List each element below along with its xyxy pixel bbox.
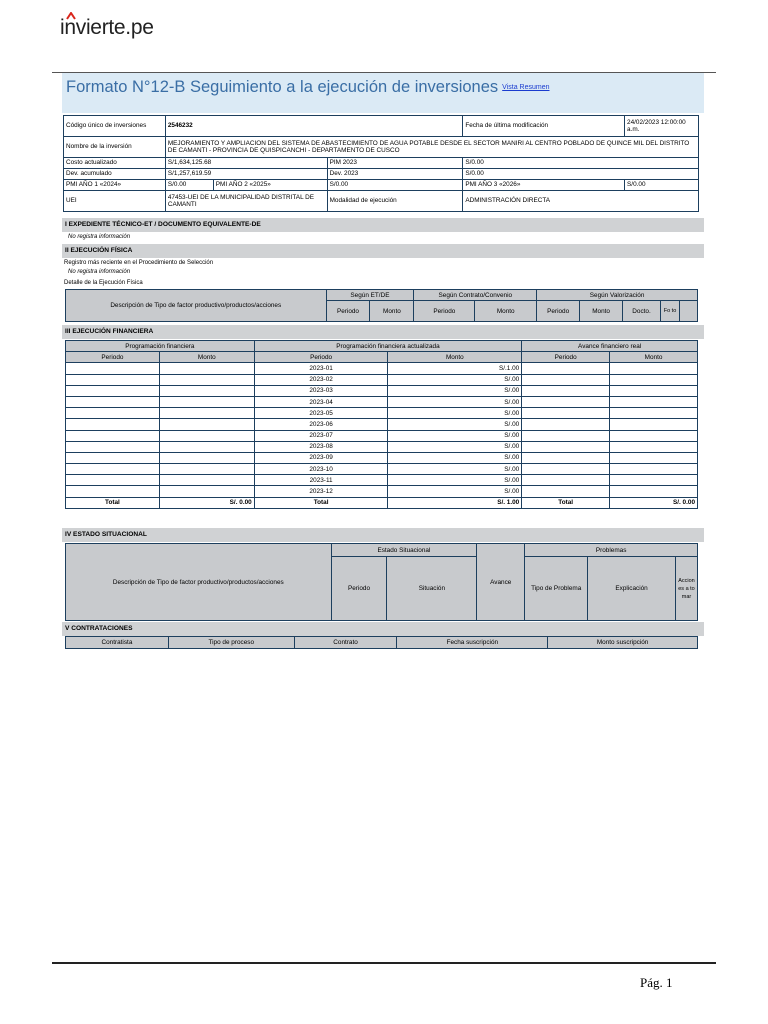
invierte-logo	[60, 16, 154, 40]
val-monto-header: Monto	[580, 301, 623, 322]
act-periodo-cell: 2023-03	[254, 385, 388, 396]
prog-monto-cell	[159, 486, 254, 497]
act-periodo-cell: 2023-05	[254, 408, 388, 419]
et-monto-header: Monto	[370, 301, 414, 322]
contratista-header: Contratista	[66, 637, 169, 649]
pmi1-label: PMI AÑO 1 «2024»	[64, 180, 166, 191]
estado-periodo-header: Periodo	[331, 557, 387, 621]
table-row	[66, 430, 698, 441]
nombre-value: MEJORAMIENTO Y AMPLIACION DEL SISTEMA DE ABASTECIMIENTO DE AGUA POTABLE DESDE EL SECTOR MANIRI AL CENTRO POBLADO DE QUINCE MIL DEL DISTRITO DE CAMANTI - PROVINCIA DE QUISPICANCHI - DEPARTAMENTO DE CUSCO	[165, 137, 698, 158]
val-foto-header: Fo to	[661, 301, 680, 322]
total-label-2: Total	[254, 497, 388, 508]
acciones-header: Acciones a tomar	[676, 557, 698, 621]
prog-periodo-cell	[66, 464, 160, 475]
real-monto-cell	[610, 385, 698, 396]
total-label-3: Total	[522, 497, 610, 508]
real-periodo-cell	[522, 408, 610, 419]
real-monto-cell	[610, 441, 698, 452]
prog-monto-cell	[159, 430, 254, 441]
estado-desc-header: Descripción de Tipo de factor productivo/productos/acciones	[66, 544, 332, 621]
pmi2-value: S/0.00	[327, 180, 463, 191]
et-periodo-header: Periodo	[326, 301, 370, 322]
total-avance: S/. 0.00	[610, 497, 698, 508]
dev-label: Dev. 2023	[327, 169, 463, 180]
act-monto-cell: S/.00	[388, 408, 522, 419]
prog-monto-cell	[159, 408, 254, 419]
prog-periodo-cell	[66, 363, 160, 374]
section-estado-situacional-header: IV ESTADO SITUACIONAL	[62, 528, 704, 542]
real-monto-cell	[610, 419, 698, 430]
act-monto-cell: S/.00	[388, 419, 522, 430]
prog-monto-cell	[159, 363, 254, 374]
codigo-value: 2546232	[165, 116, 462, 137]
dev-acum-value: S/1,257,619.59	[165, 169, 327, 180]
prog-actualizada-header: Programación financiera actualizada	[254, 341, 522, 352]
act-periodo-cell: 2023-07	[254, 430, 388, 441]
real-monto-cell	[610, 486, 698, 497]
table-row	[66, 452, 698, 463]
prog-periodo-cell	[66, 475, 160, 486]
val-docto-header: Docto.	[623, 301, 661, 322]
prog-monto-cell	[159, 441, 254, 452]
real-periodo-cell	[522, 419, 610, 430]
real-periodo-cell	[522, 430, 610, 441]
act-monto-cell: S/.00	[388, 441, 522, 452]
dev-acum-label: Dev. acumulado	[64, 169, 166, 180]
avance-real-header: Avance financiero real	[522, 341, 698, 352]
modalidad-value: ADMINISTRACIÓN DIRECTA	[463, 191, 699, 212]
segun-valorizacion-header: Según Valorización	[537, 290, 698, 301]
prog-financiera-header: Programación financiera	[66, 341, 255, 352]
total-prog: S/. 0.00	[159, 497, 254, 508]
val-periodo-header: Periodo	[537, 301, 580, 322]
title-bar	[62, 73, 704, 113]
fecha-value: 24/02/2023 12:00:00 a.m.	[625, 116, 699, 137]
segun-contrato-header: Según Contrato/Convenio	[414, 290, 537, 301]
fisica-desc-header: Descripción de Tipo de factor productivo/productos/acciones	[66, 290, 327, 322]
act-periodo-cell: 2023-01	[254, 363, 388, 374]
act-monto-cell: S/.00	[388, 452, 522, 463]
prog-periodo-cell	[66, 430, 160, 441]
real-periodo-cell	[522, 385, 610, 396]
real-monto-cell	[610, 363, 698, 374]
act-monto-cell: S/.00	[388, 464, 522, 475]
page-number: Pág. 1	[640, 975, 673, 990]
section-contrataciones-header: V CONTRATACIONES	[62, 622, 704, 636]
explicacion-header: Explicación	[588, 557, 676, 621]
fecha-label: Fecha de última modificación	[463, 116, 625, 137]
costo-label: Costo actualizado	[64, 158, 166, 169]
real-periodo-cell	[522, 452, 610, 463]
act-periodo-cell: 2023-06	[254, 419, 388, 430]
real-periodo-cell	[522, 441, 610, 452]
act-periodo-header: Periodo	[254, 352, 388, 363]
table-row	[66, 475, 698, 486]
logo-accent-icon	[66, 12, 76, 20]
prog-periodo-header: Periodo	[66, 352, 160, 363]
real-monto-header: Monto	[610, 352, 698, 363]
tipo-proceso-header: Tipo de proceso	[168, 637, 294, 649]
table-row	[66, 363, 698, 374]
nombre-label: Nombre de la inversión	[64, 137, 166, 158]
real-periodo-cell	[522, 396, 610, 407]
ejecucion-fisica-table	[65, 289, 698, 322]
real-monto-cell	[610, 396, 698, 407]
act-monto-cell: S/.00	[388, 385, 522, 396]
pmi1-value: S/0.00	[165, 180, 213, 191]
prog-periodo-cell	[66, 452, 160, 463]
costo-value: S/1,634,125.68	[165, 158, 327, 169]
section-ejecucion-fisica-header: II EJECUCIÓN FÍSICA	[62, 244, 704, 258]
uei-value: 47453-UEI DE LA MUNICIPALIDAD DISTRITAL DE CAMANTI	[165, 191, 327, 212]
vista-resumen-link[interactable]: Vista Resumen	[502, 84, 550, 92]
logo-text: invierte.pe	[60, 16, 154, 39]
monto-suscripcion-header: Monto suscripción	[548, 637, 698, 649]
table-row	[66, 408, 698, 419]
contrato-monto-header: Monto	[475, 301, 537, 322]
pim-value: S/0.00	[463, 158, 699, 169]
prog-monto-header: Monto	[159, 352, 254, 363]
pmi3-value: S/0.00	[625, 180, 699, 191]
real-periodo-header: Periodo	[522, 352, 610, 363]
act-periodo-cell: 2023-04	[254, 396, 388, 407]
prog-monto-cell	[159, 385, 254, 396]
act-periodo-cell: 2023-12	[254, 486, 388, 497]
investment-info-table	[63, 115, 699, 212]
contrato-header: Contrato	[294, 637, 397, 649]
detalle-text: Detalle de la Ejecución Física	[64, 280, 143, 286]
real-monto-cell	[610, 408, 698, 419]
table-row	[66, 396, 698, 407]
act-periodo-cell: 2023-08	[254, 441, 388, 452]
real-monto-cell	[610, 374, 698, 385]
act-monto-cell: S/.00	[388, 486, 522, 497]
prog-periodo-cell	[66, 419, 160, 430]
table-row	[66, 419, 698, 430]
ejecucion-financiera-table	[65, 340, 698, 509]
pmi2-label: PMI AÑO 2 «2025»	[213, 180, 327, 191]
section-expediente-header: I EXPEDIENTE TÉCNICO-ET / DOCUMENTO EQUIVALENTE-DE	[62, 218, 704, 232]
real-monto-cell	[610, 430, 698, 441]
act-monto-header: Monto	[388, 352, 522, 363]
table-row	[66, 486, 698, 497]
tipo-problema-header: Tipo de Problema	[525, 557, 588, 621]
act-periodo-cell: 2023-11	[254, 475, 388, 486]
real-periodo-cell	[522, 486, 610, 497]
expediente-note: No registra información	[68, 234, 131, 240]
real-periodo-cell	[522, 475, 610, 486]
registro-text: Registro más reciente en el Procedimiento de Selección	[64, 260, 214, 266]
avance-header: Avance	[477, 544, 525, 621]
table-row	[66, 464, 698, 475]
prog-periodo-cell	[66, 396, 160, 407]
total-prog-act: S/. 1.00	[388, 497, 522, 508]
modalidad-label: Modalidad de ejecución	[327, 191, 463, 212]
prog-periodo-cell	[66, 374, 160, 385]
prog-monto-cell	[159, 464, 254, 475]
prog-monto-cell	[159, 419, 254, 430]
table-row	[66, 385, 698, 396]
act-periodo-cell: 2023-09	[254, 452, 388, 463]
act-monto-cell: S/.00	[388, 475, 522, 486]
contrataciones-table	[65, 636, 698, 649]
estado-situacional-header: Estado Situacional	[331, 544, 477, 557]
act-periodo-cell: 2023-02	[254, 374, 388, 385]
real-monto-cell	[610, 464, 698, 475]
prog-monto-cell	[159, 452, 254, 463]
pmi3-label: PMI AÑO 3 «2026»	[463, 180, 625, 191]
act-monto-cell: S/.00	[388, 374, 522, 385]
page-title-text: Formato N°12-B Seguimiento a la ejecución de inversiones	[66, 78, 499, 96]
dev-value: S/0.00	[463, 169, 699, 180]
act-periodo-cell: 2023-10	[254, 464, 388, 475]
fecha-suscripcion-header: Fecha suscripción	[397, 637, 548, 649]
fisica-note: No registra información	[68, 269, 131, 275]
codigo-label: Código único de inversiones	[64, 116, 166, 137]
real-periodo-cell	[522, 374, 610, 385]
prog-periodo-cell	[66, 441, 160, 452]
total-label-1: Total	[66, 497, 160, 508]
page-title	[66, 78, 550, 97]
real-monto-cell	[610, 452, 698, 463]
prog-monto-cell	[159, 374, 254, 385]
contrato-periodo-header: Periodo	[414, 301, 475, 322]
estado-situacional-table	[65, 543, 698, 621]
prog-periodo-cell	[66, 408, 160, 419]
segun-et-header: Según ET/DE	[326, 290, 414, 301]
real-periodo-cell	[522, 363, 610, 374]
prog-monto-cell	[159, 475, 254, 486]
section-ejecucion-financiera-header: III EJECUCIÓN FINANCIERA	[62, 325, 704, 339]
estado-situacion-header: Situación	[387, 557, 477, 621]
pim-label: PIM 2023	[327, 158, 463, 169]
real-monto-cell	[610, 475, 698, 486]
val-extra-header	[679, 301, 697, 322]
problemas-header: Problemas	[525, 544, 698, 557]
real-periodo-cell	[522, 464, 610, 475]
act-monto-cell: S/.1.00	[388, 363, 522, 374]
prog-monto-cell	[159, 396, 254, 407]
prog-periodo-cell	[66, 486, 160, 497]
table-row	[66, 374, 698, 385]
table-row	[66, 441, 698, 452]
prog-periodo-cell	[66, 385, 160, 396]
act-monto-cell: S/.00	[388, 396, 522, 407]
footer-divider	[52, 962, 716, 964]
uei-label: UEI	[64, 191, 166, 212]
act-monto-cell: S/.00	[388, 430, 522, 441]
